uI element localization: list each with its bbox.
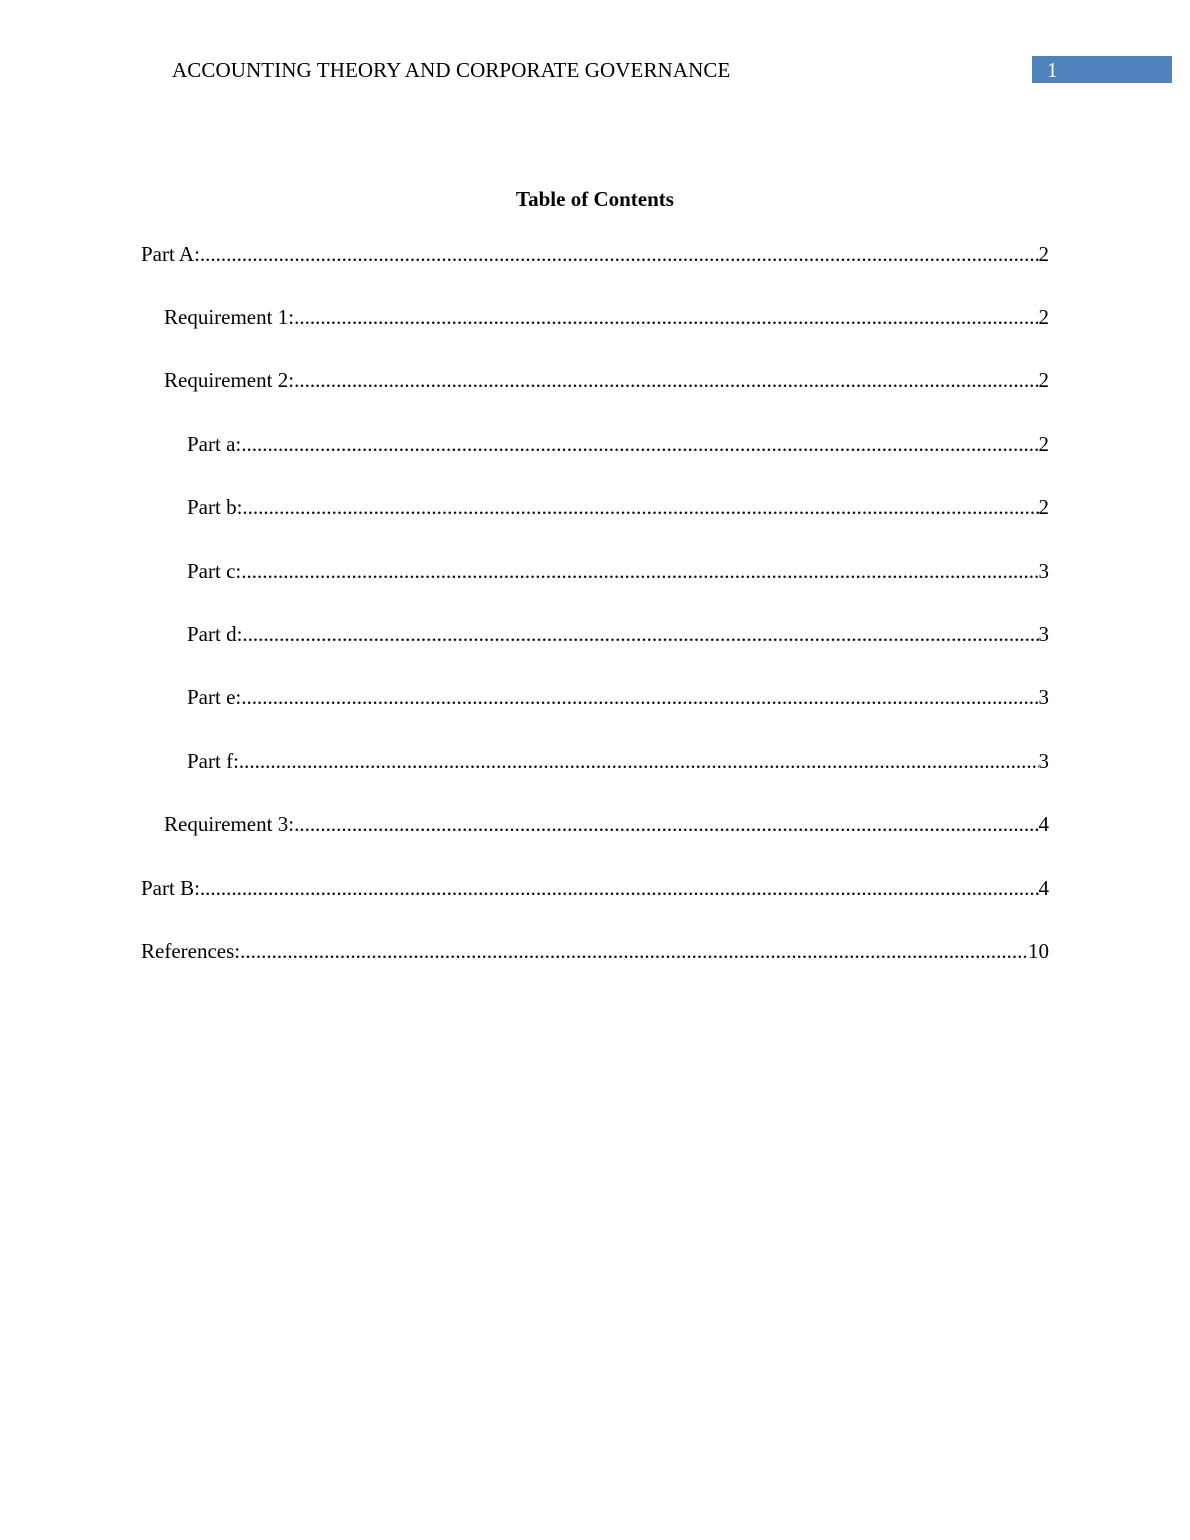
toc-entry-requirement-2[interactable] [164, 366, 1049, 394]
page-number: 1 [1047, 58, 1058, 82]
toc-entry-label: Part a: [187, 432, 242, 456]
toc-dot-leader [242, 620, 1038, 648]
toc-entry-label: Part d: [187, 622, 243, 646]
toc-entry-page: 4 [1038, 812, 1049, 836]
toc-entry-requirement-1[interactable] [164, 303, 1049, 331]
toc-entry-label: Requirement 2: [164, 368, 295, 392]
toc-entry-label: References: [141, 939, 241, 963]
toc-entry-label: Part b: [187, 495, 243, 519]
toc-entry-page: 2 [1038, 242, 1049, 266]
toc-entry-page: 3 [1038, 622, 1049, 646]
toc-entry-part-b-sub[interactable] [187, 493, 1049, 521]
toc-entry-label: Part f: [187, 749, 239, 773]
toc-entry-part-e-sub[interactable] [187, 683, 1049, 711]
toc-dot-leader [294, 366, 1038, 394]
toc-entry-label: Requirement 1: [164, 305, 295, 329]
page-number-box [1032, 56, 1172, 83]
toc-entry-part-c-sub[interactable] [187, 557, 1049, 585]
toc-dot-leader [241, 683, 1038, 711]
toc-dot-leader [242, 493, 1038, 521]
toc-entry-label: Requirement 3: [164, 812, 295, 836]
toc-entry-part-d-sub[interactable] [187, 620, 1049, 648]
toc-dot-leader [200, 874, 1039, 902]
toc-entry-page: 2 [1038, 495, 1049, 519]
toc-entry-part-a-sub[interactable] [187, 430, 1049, 458]
toc-entry-references[interactable] [141, 937, 1049, 965]
toc-entry-page: 3 [1038, 559, 1049, 583]
page-header [0, 0, 1190, 100]
toc-entry-page: 3 [1038, 685, 1049, 709]
toc-entry-page: 2 [1038, 368, 1049, 392]
toc-entry-page: 2 [1038, 305, 1049, 329]
toc-dot-leader [294, 303, 1038, 331]
toc-dot-leader [241, 557, 1038, 585]
toc-entry-page: 10 [1028, 939, 1049, 963]
toc-dot-leader [200, 240, 1039, 268]
toc-entry-requirement-3[interactable] [164, 810, 1049, 838]
running-header-title: ACCOUNTING THEORY AND CORPORATE GOVERNANCE [172, 58, 731, 82]
toc-entry-page: 4 [1038, 876, 1049, 900]
toc-entry-part-f-sub[interactable] [187, 747, 1049, 775]
toc-entry-part-a[interactable] [141, 240, 1049, 268]
toc-entry-part-b[interactable] [141, 874, 1049, 902]
toc-dot-leader [240, 937, 1028, 965]
toc-entry-page: 3 [1038, 749, 1049, 773]
toc-title: Table of Contents [516, 187, 674, 211]
toc-entry-label: Part B: [141, 876, 200, 900]
toc-dot-leader [294, 810, 1038, 838]
toc-entry-page: 2 [1038, 432, 1049, 456]
toc-dot-leader [241, 430, 1038, 458]
toc-entry-label: Part c: [187, 559, 242, 583]
toc-dot-leader [239, 747, 1039, 775]
toc-entry-label: Part e: [187, 685, 242, 709]
toc-entry-label: Part A: [141, 242, 200, 266]
